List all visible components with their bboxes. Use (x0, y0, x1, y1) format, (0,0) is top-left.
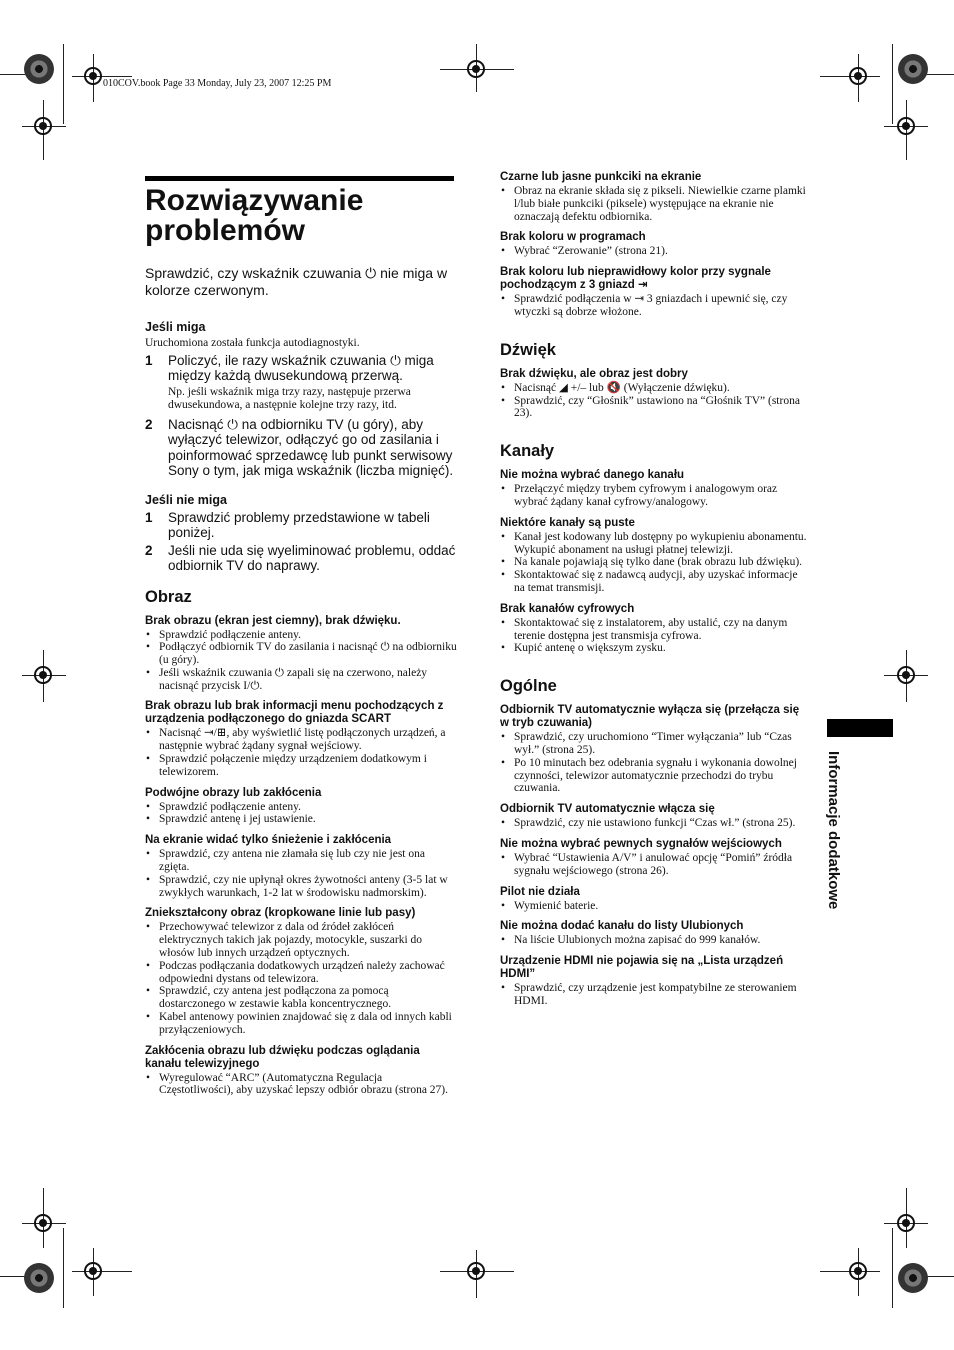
page-title-line1: Rozwiązywanie (145, 184, 364, 217)
list-item: • Sprawdzić, czy antena jest podłączona za pomocą dostarczonego w zestawie kabla koncentrycznego. (145, 985, 457, 1011)
step (145, 353, 457, 384)
list-item: • Kabel antenowy powinien znajdować się z dala od innych kabli przyłączeniowych. (145, 1011, 457, 1037)
side-section-label-text: Informacje dodatkowe (825, 751, 842, 910)
solution-list (145, 848, 457, 899)
step-text: Sprawdzić problemy przedstawione w tabeli poniżej. (168, 509, 430, 540)
page-title-line2: problemów (145, 214, 306, 247)
step-number: 2 (145, 542, 153, 558)
step-number: 1 (145, 509, 153, 525)
problem-heading: Nie można wybrać danego kanału (500, 469, 685, 482)
problem-heading: Pilot nie działa (500, 885, 580, 898)
left-column (145, 314, 457, 1097)
list-item: • Podczas podłączania dodatkowych urządzeń należy zachować odpowiedni dystans od telewizora. (145, 960, 457, 986)
step-number: 2 (145, 416, 153, 432)
list-item: • Przechowywać telewizor z dala od źródeł zakłóceń elektrycznych takich jak pojazdy, motocykle, suszarki do włosów lub innych urządzeń optycznych. (145, 921, 457, 959)
solution-list (500, 982, 810, 1008)
list-item: • Sprawdzić, czy urządzenie jest kompatybilne ze sterowaniem HDMI. (500, 982, 810, 1008)
right-column (500, 171, 810, 1008)
section-heading-dzwiek: Dźwięk (500, 340, 556, 359)
intro-text: Sprawdzić, czy wskaźnik czuwania ⏻ nie miga w kolorze czerwonym. (145, 265, 448, 298)
solution-list (500, 617, 810, 655)
section-tab-marker (827, 719, 893, 737)
section-heading-obraz: Obraz (145, 587, 192, 606)
step-note: Np. jeśli wskaźnik miga trzy razy, następuje przerwa dwusekundowa, a następnie kolejne trzy razy, itd. (168, 385, 411, 411)
registration-mark (464, 1259, 488, 1283)
problem-heading: Brak obrazu (ekran jest ciemny), brak dźwięku. (145, 614, 401, 627)
registration-mark (894, 663, 918, 687)
if-not-blinks-heading: Jeśli nie miga (145, 492, 227, 507)
list-item: • Sprawdzić podłączenie anteny. (145, 801, 457, 814)
list-item: • Sprawdzić, czy nie upłynął okres żywotności anteny (3-5 lat w zwykłych warunkach, 1-2 lat w środowisku nadmorskim). (145, 874, 457, 900)
list-item: • Sprawdzić antenę i jej ustawienie. (145, 813, 457, 826)
step (145, 417, 457, 479)
problem-heading: Czarne lub jasne punkciki na ekranie (500, 171, 702, 183)
list-item: • Skontaktować się z nadawcą audycji, aby uzyskać informacje na temat transmisji. (500, 569, 810, 595)
problem-heading: Odbiornik TV automatycznie włącza się (500, 803, 715, 816)
list-item: • Sprawdzić, czy nie ustawiono funkcji “Czas wł.” (strona 25). (500, 817, 810, 830)
problem-heading: Zniekształcony obraz (kropkowane linie lub pasy) (145, 907, 416, 920)
solution-list (500, 900, 810, 913)
solution-list (500, 934, 810, 947)
problem-heading: Urządzenie HDMI nie pojawia się na „Lista urządzeń HDMI” (500, 955, 784, 981)
registration-mark (31, 1211, 55, 1235)
side-section-label (825, 751, 848, 941)
list-item: • Na liście Ulubionych można zapisać do 999 kanałów. (500, 934, 810, 947)
list-item: • Skontaktować się z instalatorem, aby ustalić, czy na danym terenie dostępna jest transmisja cyfrowa. (500, 617, 810, 643)
if-blinks-text: Uruchomiona została funkcja autodiagnostyki. (145, 337, 360, 349)
list-item: • Przełączyć między trybem cyfrowym i analogowym oraz wybrać żądany kanał cyfrowy/analogowy. (500, 483, 810, 509)
problem-heading: Zakłócenia obrazu lub dźwięku podczas oglądania kanału telewizyjnego (145, 1044, 420, 1070)
solution-list (145, 727, 457, 778)
step-text: Nacisnąć ⏻ na odbiorniku TV (u góry), aby wyłączyć telewizor, odłączyć go od zasilania i poinformować sprzedawcę lub punkt serwisowy Sony o tym, jak miga wskaźnik (liczba mignięć). (168, 416, 454, 478)
problem-heading: Podwójne obrazy lub zakłócenia (145, 786, 322, 799)
list-item: • Wymienić baterie. (500, 900, 810, 913)
problem-heading: Brak koloru w programach (500, 231, 646, 244)
print-header: 010COV.book Page 33 Monday, July 23, 2007 12:25 PM (103, 78, 332, 89)
title-rule (145, 176, 454, 181)
problem-heading: Odbiornik TV automatycznie wyłącza się (przełącza się w tryb czuwania) (500, 704, 800, 730)
list-item: • Obraz na ekranie składa się z pikseli. Niewielkie czarne plamki l/lub białe punkciki (piksele) występujące na ekranie nie oznaczają defektu odbiornika. (500, 185, 810, 223)
if-blinks-heading: Jeśli miga (145, 320, 206, 334)
solution-list (500, 852, 810, 878)
solution-list (500, 483, 810, 509)
color-target (24, 54, 54, 84)
solution-list (500, 185, 810, 223)
problem-heading: Nie można dodać kanału do listy Ulubionych (500, 920, 744, 933)
list-item: • Kanał jest kodowany lub dostępny po wykupieniu abonamentu. Wykupić abonament na usługi płatnej telewizji. (500, 531, 810, 557)
registration-mark (846, 64, 870, 88)
list-item: • Sprawdzić, czy uruchomiono “Timer wyłączania” lub “Czas wył.” (strona 25). (500, 731, 810, 757)
list-item: • Kupić antenę o większym zysku. (500, 642, 810, 655)
registration-mark (894, 1211, 918, 1235)
color-target (898, 54, 928, 84)
step-text: Policzyć, ile razy wskaźnik czuwania ⏻ miga między każdą dwusekundową przerwą. (168, 352, 434, 383)
list-item: • Sprawdzić połączenie między urządzeniem dodatkowym i telewizorem. (145, 753, 457, 779)
list-item: • Na kanale pojawiają się tylko dane (brak obrazu lub dźwięku). (500, 556, 810, 569)
list-item: • Podłączyć odbiornik TV do zasilania i nacisnąć ⏻ na odbiorniku (u góry). (145, 641, 457, 667)
list-item: • Wybrać “Ustawienia A/V” i anulować opcję “Pomiń” źródła sygnału wejściowego (strona 26). (500, 852, 810, 878)
registration-mark (894, 114, 918, 138)
registration-mark (846, 1259, 870, 1283)
list-item: • Nacisnąć ◢ +/– lub 🔇 (Wyłączenie dźwięku). (500, 382, 810, 395)
problem-heading: Niektóre kanały są puste (500, 516, 635, 529)
step-text: Jeśli nie uda się wyeliminować problemu, oddać odbiornik TV do naprawy. (168, 542, 456, 573)
section-heading-kanaly: Kanały (500, 442, 555, 461)
list-item: • Wyregulować “ARC” (Automatyczna Regulacja Częstotliwości), aby uzyskać lepszy odbiór obrazu (strona 27). (145, 1072, 457, 1098)
solution-list (500, 531, 810, 595)
problem-heading: Nie można wybrać pewnych sygnałów wejściowych (500, 837, 782, 850)
solution-list (145, 1072, 457, 1098)
registration-mark (81, 64, 105, 88)
solution-list (500, 293, 810, 319)
step (145, 543, 457, 574)
list-item: • Nacisnąć ⇥/⊞, aby wyświetlić listę podłączonych urządzeń, a następnie wybrać żądany sygnał wejściowy. (145, 727, 457, 753)
list-item: • Sprawdzić podłączenie anteny. (145, 629, 457, 642)
color-target (24, 1263, 54, 1293)
solution-list (145, 629, 457, 693)
registration-mark (31, 114, 55, 138)
solution-list (500, 245, 810, 258)
registration-mark (31, 663, 55, 687)
registration-mark (81, 1259, 105, 1283)
list-item: • Jeśli wskaźnik czuwania ⏻ zapali się na czerwono, należy nacisnąć przycisk I/⏻. (145, 667, 457, 693)
problem-heading: Na ekranie widać tylko śnieżenie i zakłócenia (145, 834, 392, 847)
list-item: • Wybrać “Zerowanie” (strona 21). (500, 245, 810, 258)
solution-list (500, 382, 810, 420)
page-title (145, 186, 465, 246)
problem-heading: Brak kanałów cyfrowych (500, 602, 635, 615)
solution-list (145, 801, 457, 827)
list-item: • Sprawdzić podłączenia w ⇥ 3 gniazdach i upewnić się, czy wtyczki są dobrze włożone. (500, 293, 810, 319)
step (145, 510, 457, 541)
problem-heading: Brak dźwięku, ale obraz jest dobry (500, 367, 688, 380)
list-item: • Sprawdzić, czy “Głośnik” ustawiono na “Głośnik TV” (strona 23). (500, 395, 810, 421)
solution-list (500, 731, 810, 795)
problem-heading: Brak koloru lub nieprawidłowy kolor przy sygnale pochodzącym z 3 gniazd ⇥ (500, 266, 771, 292)
section-heading-ogolne: Ogólne (500, 677, 557, 696)
color-target (898, 1263, 928, 1293)
list-item: • Po 10 minutach bez odebrania sygnału i wykonania dowolnej czynności, telewizor automatycznie przechodzi do trybu czuwania. (500, 757, 810, 795)
step-number: 1 (145, 352, 153, 368)
solution-list (500, 817, 810, 830)
solution-list (145, 921, 457, 1036)
registration-mark (464, 57, 488, 81)
list-item: • Sprawdzić, czy antena nie złamała się lub czy nie jest ona zgięta. (145, 848, 457, 874)
problem-heading: Brak obrazu lub brak informacji menu pochodzących z urządzenia podłączonego do gniazda SCART (145, 700, 444, 726)
